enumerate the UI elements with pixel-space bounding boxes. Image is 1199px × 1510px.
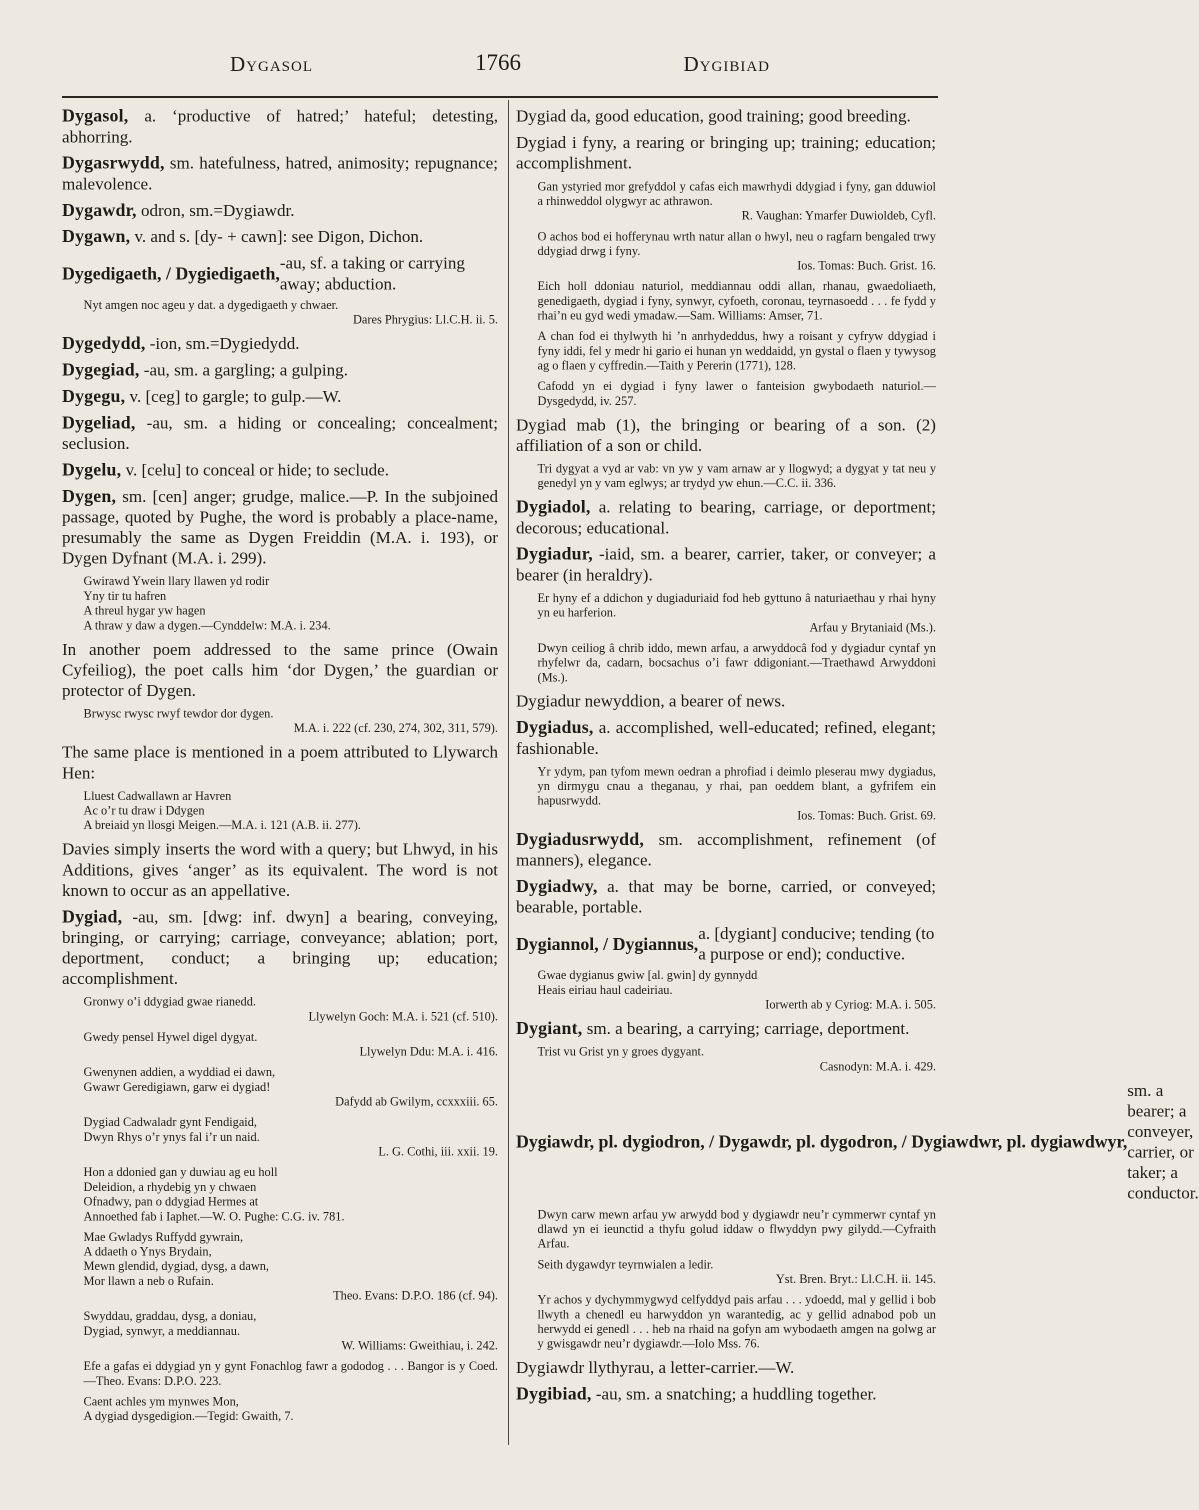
- citation: Arfau y Brytaniaid (Ms.).: [809, 620, 936, 635]
- citation: Llywelyn Ddu: M.A. i. 416.: [359, 1044, 498, 1059]
- entry: Dygasol, a. ‘productive of hatred;’ hateful; detesting, abhorring.: [62, 106, 498, 147]
- entry: Dygiad, -au, sm. [dwg: inf. dwyn] a bearing, conveying, bringing, or carrying; carriage, conveyance; ablation; port, deportment, conduct; a bringing up; education; accomplishment.: [62, 906, 498, 988]
- headword: Dygiadusrwydd,: [516, 829, 645, 849]
- quotation: Hon a ddonied gan y duwiau ag eu holl Deleidion, a rhydebig yn y chwaen Ofnadwy, pan o ddygiad Hermes at Annoethed fab i Iaphet.—W. O. Pughe: C.G. iv. 781.: [83, 1165, 345, 1224]
- entry: Dygiadus, a. accomplished, well-educated; refined, elegant; fashionable.: [516, 717, 936, 758]
- entry: Dygibiad, -au, sm. a snatching; a huddling together.: [516, 1383, 877, 1404]
- quotation: Yr achos y dychymmygwyd celfyddyd pais arfau . . . ydoedd, mal y gellid i bob llwyth a chenedl eu harwyddon yn warantedig, ac y gellid adnabod pob un herwydd ei genedl . . . heb na rhaid na gofyn am wybodaeth amgen na golwg ar y gwisgawdr neu’r dygiawdr.—Iolo Mss. 76.: [537, 1292, 936, 1351]
- quotation: Cafodd yn ei dygiad i fyny lawer o fanteision gwybodaeth naturiol.—Dysgedydd, iv. 257.: [537, 379, 936, 408]
- quotation: Tri dygyat a vyd ar vab: vn yw y vam arnaw ar y llogwyd; a dygyat y tat neu y genedyl yn y vam eglwys; ar trydyd yw ehun.—C.C. ii. 336.: [537, 461, 936, 491]
- page-number: 1766: [475, 50, 521, 75]
- entry: Dygiadol, a. relating to bearing, carriage, or deportment; decorous; educational.: [516, 497, 936, 538]
- paragraph: Davies simply inserts the word with a query; but Lhwyd, in his Additions, gives ‘anger’ as its equivalent. The word is not known to occur as an appellative.: [62, 839, 498, 900]
- running-header: [60, 50, 940, 80]
- header-left-word: Dygasol: [230, 52, 314, 76]
- citation: Iorwerth ab y Cyriog: M.A. i. 505.: [765, 997, 936, 1012]
- quotation: Swyddau, graddau, dysg, a doniau, Dygiad, synwyr, a meddiannau. W. Williams: Gweithiau, i. 242.: [83, 1309, 498, 1353]
- headword: Dygeliad,: [62, 412, 136, 433]
- citation: Llywelyn Goch: M.A. i. 521 (cf. 510).: [308, 1009, 498, 1024]
- headword: Dygasol,: [62, 106, 129, 126]
- header-rule: [62, 96, 938, 98]
- citation: L. G. Cothi, iii. xxii. 19.: [378, 1144, 498, 1159]
- quotation: Dygiad Cadwaladr gynt Fendigaid, Dwyn Rhys o’r ynys fal i’r un naid. L. G. Cothi, iii. xxii. 19.: [83, 1115, 498, 1159]
- entry: Dygasrwydd, sm. hatefulness, hatred, animosity; repugnance; malevolence.: [62, 153, 498, 194]
- column-divider: [508, 100, 509, 1445]
- headword: Dygawdr,: [62, 200, 137, 220]
- quotation: Yr ydym, pan tyfom mewn oedran a phrofiad i deimlo pleserau mwy dygiadus, yn dirmygu cnau a theganau, y rhai, pan oeddem blant, a gyfrifem ein hapusrwydd. Ios. Tomas: Buch. Grist. 69.: [537, 764, 936, 823]
- entry-definition: sm. a bearer; a conveyer, carrier, or taker; a conductor.: [1127, 1080, 1199, 1203]
- headword: Dygegu,: [62, 386, 126, 406]
- entry: Dygelu, v. [celu] to conceal or hide; to seclude.: [62, 459, 389, 480]
- entry-brace: [516, 1080, 1199, 1203]
- entry: Dygegiad, -au, sm. a gargling; a gulping.: [62, 359, 348, 380]
- sub-entry: Dygiad da, good education, good training; good breeding.: [516, 106, 911, 126]
- headword: Dygiant,: [516, 1018, 583, 1038]
- citation: Casnodyn: M.A. i. 429.: [819, 1059, 936, 1074]
- entry: Dygegu, v. [ceg] to gargle; to gulp.—W.: [62, 386, 342, 406]
- entry: Dygawn, v. and s. [dy- + cawn]: see Digon, Dichon.: [62, 226, 424, 247]
- quotation: A chan fod ei thylwyth hi ’n anrhydeddus, hwy a roisant y cyfryw ddygiad i fyny iddi, fel y medr hi gario ei hunan yn weddaidd, yn gystal o flaen y tywysog ag o flaen y cyffredin.—Taith y Pererin (1771), 128.: [537, 329, 936, 373]
- citation: W. Williams: Gweithiau, i. 242.: [341, 1338, 498, 1353]
- headword: Dygasrwydd,: [62, 153, 165, 173]
- citation: R. Vaughan: Ymarfer Duwioldeb, Cyfl.: [741, 208, 936, 223]
- headword: Dygibiad,: [516, 1383, 592, 1404]
- quotation: Gwedy pensel Hywel digel dygyat. Llywelyn Ddu: M.A. i. 416.: [83, 1030, 498, 1059]
- entry-brace: [516, 923, 936, 964]
- citation: M.A. i. 222 (cf. 230, 274, 302, 311, 579).: [293, 721, 498, 736]
- headword-group: Dygiannol, / Dygiannus,: [516, 933, 699, 954]
- citation: Ios. Tomas: Buch. Grist. 16.: [797, 258, 936, 273]
- quotation: Efe a gafas ei ddygiad yn y gynt Fonachlog fawr a gododog . . . Bangor is y Coed.—Theo. Evans: D.P.O. 223.: [83, 1359, 498, 1388]
- headword: Dygiadur,: [516, 544, 593, 564]
- entry: Dygiadusrwydd, sm. accomplishment, refinement (of manners), elegance.: [516, 829, 936, 870]
- quotation: Mae Gwladys Ruffydd gywrain, A ddaeth o Ynys Brydain, Mewn glendid, dygiad, dysg, a dawn, Mor llawn a neb o Rufain. Theo. Evans: D.P.O. 186 (cf. 94).: [83, 1230, 498, 1303]
- quotation: Eich holl ddoniau naturiol, meddiannau oddi allan, rhanau, gwaedoliaeth, genedigaeth, dygiad i fyny, synwyr, cyfoeth, coronau, teyrnasoedd . . . fe fydd y rhai’n eu gyd wedi ymadaw.—Sam. Williams: Amser, 71.: [537, 279, 936, 323]
- headword-group: Dygiawdr, pl. dygiodron, / Dygawdr, pl. dygodron, / Dygiawdwr, pl. dygiawdwyr,: [516, 1131, 1128, 1152]
- headword: Dygen,: [62, 486, 117, 506]
- quotation: Lluest Cadwallawn ar Havren Ac o’r tu draw i Ddygen A breiaid yn llosgi Meigen.—M.A. i. 121 (A.B. ii. 277).: [83, 789, 361, 833]
- citation: Yst. Bren. Bryt.: Ll.C.H. ii. 145.: [775, 1272, 936, 1286]
- headword: Dygedydd,: [62, 333, 146, 353]
- citation: Theo. Evans: D.P.O. 186 (cf. 94).: [333, 1288, 498, 1303]
- citation: Ios. Tomas: Buch. Grist. 69.: [797, 808, 936, 823]
- citation: Dares Phrygius: Ll.C.H. ii. 5.: [352, 312, 498, 327]
- sub-entry: Dygiad i fyny, a rearing or bringing up; training; education; accomplishment.: [516, 132, 936, 173]
- header-right-word: Dygibiad: [683, 52, 770, 76]
- entry: Dygiadur, -iaid, sm. a bearer, carrier, taker, or conveyer; a bearer (in heraldry).: [516, 544, 936, 585]
- quotation: Gronwy o’i ddygiad gwae rianedd. Llywelyn Goch: M.A. i. 521 (cf. 510).: [83, 994, 498, 1024]
- quotation: O achos bod ei hofferynau wrth natur allan o hwyl, neu o ragfarn bengaled trwy ddygiad drwg i fyny. Ios. Tomas: Buch. Grist. 16.: [537, 229, 936, 273]
- left-column: [62, 106, 498, 1430]
- quotation: Trist vu Grist yn y groes dygyant. Casnodyn: M.A. i. 429.: [537, 1044, 936, 1074]
- headword: Dygiadus,: [516, 717, 594, 738]
- headword-group: Dygedigaeth, / Dygiedigaeth,: [62, 263, 280, 283]
- headword: Dygiadwy,: [516, 876, 598, 896]
- quotation: Er hyny ef a ddichon y dugiaduriaid fod heb gyttuno â naturiaethau y rhai hyny yn eu harferion. Arfau y Brytaniaid (Ms.).: [537, 591, 936, 635]
- quotation: Gwae dygianus gwiw [al. gwin] dy gynnydd Heais eiriau haul cadeiriau. Iorwerth ab y Cyriog: M.A. i. 505.: [537, 968, 936, 1012]
- paragraph: The same place is mentioned in a poem attributed to Llywarch Hen:: [62, 742, 498, 783]
- entry: Dygen, sm. [cen] anger; grudge, malice.—P. In the subjoined passage, quoted by Pughe, the word is probably a place-name, presumably the same as Dygen Freiddin (M.A. i. 193), or Dygen Dyfnant (M.A. i. 299).: [62, 486, 498, 568]
- headword: Dygelu,: [62, 459, 122, 480]
- sub-entry: Dygiadur newyddion, a bearer of news.: [516, 691, 786, 711]
- quotation: Seith dygawdyr teyrnwialen a ledir. Yst. Bren. Bryt.: Ll.C.H. ii. 145.: [537, 1257, 936, 1286]
- right-column: [516, 106, 1199, 1410]
- quotation: Dwyn carw mewn arfau yw arwydd bod y dygiawdr neu’r cymmerwr cyntaf yn dlawd yn ei ieunctid a thyfu golud iddaw o flwyddyn pwy gilydd.—Cyfraith Arfau.: [537, 1207, 936, 1251]
- quotation: Dwyn ceiliog â chrib iddo, mewn arfau, a arwyddocâ fod y dygiadur cyntaf yn rhyfelwr da, cadarn, bocsachus o’i fawr ddigoniant.—Traethawd Arwyddoni (Ms.).: [537, 641, 936, 685]
- entry: Dygawdr, odron, sm.=Dygiawdr.: [62, 200, 295, 220]
- quotation: Gwirawd Ywein llary llawen yd rodir Yny tir tu hafren A threul hygar yw hagen A thraw y daw a dygen.—Cynddelw: M.A. i. 234.: [83, 574, 331, 633]
- entry: Dygeliad, -au, sm. a hiding or concealing; concealment; seclusion.: [62, 412, 498, 453]
- quotation: Gan ystyried mor grefyddol y cafas eich mawrhydi ddygiad i fyny, gan dduwiol a rhinweddol olygwyr ac athrawon. R. Vaughan: Ymarfer Duwioldeb, Cyfl.: [537, 179, 936, 223]
- sub-entry: Dygiawdr llythyrau, a letter-carrier.—W.: [516, 1357, 795, 1378]
- quotation: Gwenynen addien, a wyddiad ei dawn, Gwawr Geredigiawn, garw ei dygiad! Dafydd ab Gwilym, ccxxxiii. 65.: [83, 1065, 498, 1109]
- sub-entry: Dygiad mab (1), the bringing or bearing of a son. (2) affiliation of a son or child.: [516, 414, 936, 455]
- citation: Dafydd ab Gwilym, ccxxxiii. 65.: [335, 1094, 498, 1109]
- headword: Dygawn,: [62, 226, 131, 247]
- entry-brace: [62, 253, 498, 294]
- entry: Dygedydd, -ion, sm.=Dygiedydd.: [62, 333, 300, 353]
- quotation: Caent achles ym mynwes Mon, A dygiad dysgedigion.—Tegid: Gwaith, 7.: [83, 1394, 294, 1424]
- entry: Dygiant, sm. a bearing, a carrying; carriage, deportment.: [516, 1018, 910, 1038]
- paragraph: In another poem addressed to the same prince (Owain Cyfeiliog), the poet calls him ‘dor Dygen,’ the guardian or protector of Dygen.: [62, 639, 498, 700]
- headword: Dygiadol,: [516, 497, 591, 517]
- quotation: Nyt amgen noc ageu y dat. a dygedigaeth y chwaer. Dares Phrygius: Ll.C.H. ii. 5.: [83, 298, 498, 327]
- entry-definition: -au, sf. a taking or carrying away; abduction.: [279, 253, 465, 294]
- headword: Dygiad,: [62, 906, 123, 927]
- entry-definition: a. [dygiant] conducive; tending (to a purpose or end); conductive.: [698, 923, 935, 964]
- headword: Dygegiad,: [62, 359, 140, 380]
- entry: Dygiadwy, a. that may be borne, carried, or conveyed; bearable, portable.: [516, 876, 936, 917]
- quotation: Brwysc rwysc rwyf tewdor dor dygen. M.A. i. 222 (cf. 230, 274, 302, 311, 579).: [83, 706, 498, 736]
